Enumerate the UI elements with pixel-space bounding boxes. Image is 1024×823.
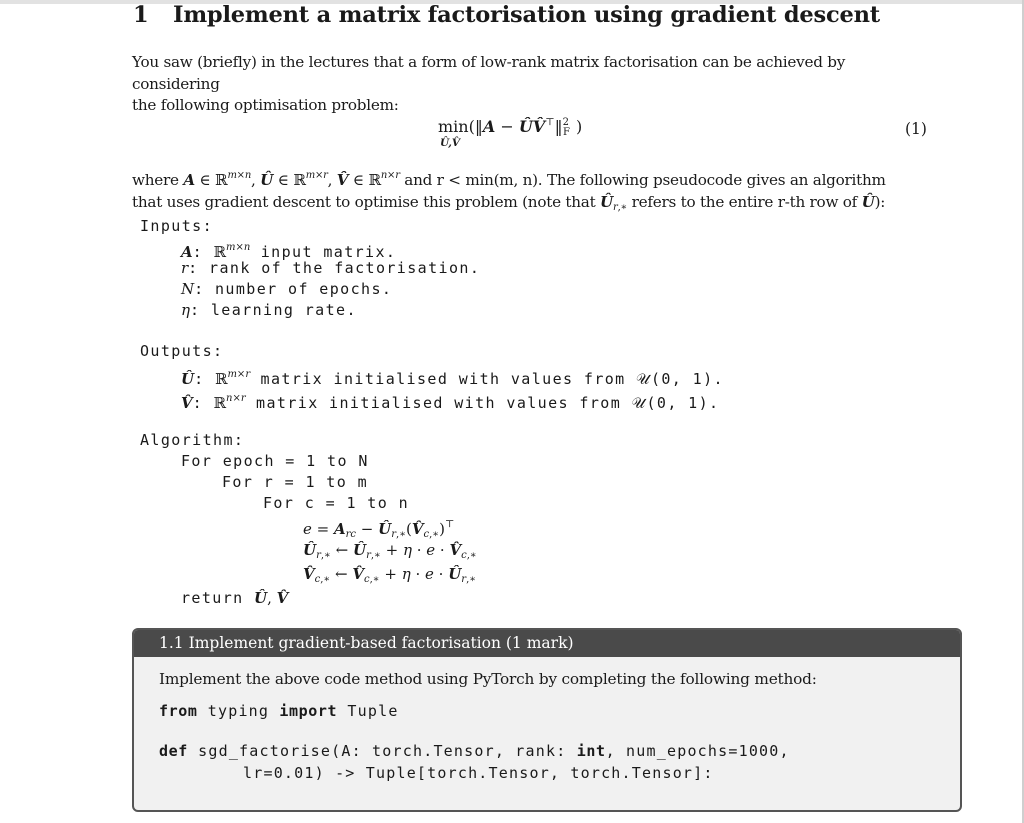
where-word: where (132, 171, 179, 189)
description-line-2a: that uses gradient descent to optimise this problem (note that (132, 192, 596, 211)
loop-row: For r = 1 to m (222, 473, 369, 491)
exercise-box (132, 628, 962, 812)
equation-1-subscript: Û,V̂ (440, 137, 460, 149)
exercise-header: 1.1 Implement gradient-based factorisation (1 mark) (134, 630, 960, 657)
output-V: V̂: ℝ$^{n\times r}$ matrix initialised with values from 𝒰(0, 1). (181, 393, 720, 412)
rank-condition-text: and r < min(m, n). The following pseudocode gives an algorithm (404, 171, 886, 189)
section-title (133, 2, 880, 28)
u-update-line: $Û_{r,∗}$ ← $Û_{r,∗} + \eta \cdot e$ · $V̂_{c,∗}$ (303, 541, 477, 561)
input-N: N: number of epochs. (181, 280, 393, 298)
description-paragraph (132, 165, 932, 218)
input-A: A: ℝ$^{m\times n}$ input matrix. (181, 242, 397, 261)
section-number: 1 (133, 2, 149, 28)
exercise-instructions: Implement the above code method using PyTorch by completing the following method: (159, 670, 817, 688)
description-line-1: where A ∈ ℝ$^{m\times n}$, Û ∈ ℝ$^{m\times r}$, V̂ ∈ ℝ$^{n\times r}$ and r < min(m, n). The following pseudocode gives an algorithm (132, 170, 886, 189)
equation-1: min(‖A − ÛV̂⊤‖$^2$F ) (438, 117, 583, 138)
algorithm-label: Algorithm: (140, 431, 245, 449)
description-line-2b: refers to the entire r-th row of (631, 192, 858, 211)
v-update-line: $V̂_{c,∗}$ ← $V̂_{c,∗} + \eta \cdot e$ · $Û_{r,∗}$ (303, 565, 477, 585)
description-line-2: that uses gradient descent to optimise this problem (note that $Û_{r,∗}$ refers to the entire r-th row of Û): (132, 192, 886, 213)
import-line: from typing import Tuple (159, 702, 399, 720)
intro-paragraph (132, 52, 932, 117)
error-update-line: $e = A_{rc}$ − $Û_{r,∗}(V̂_{c,∗})^⊤$ (303, 519, 455, 540)
inputs-label: Inputs: (140, 217, 214, 235)
def-line-1: def sgd_factorise(A: torch.Tensor, rank: int, num_epochs=1000, (159, 742, 790, 760)
section-title-text: Implement a matrix factorisation using gradient descent (173, 2, 880, 28)
output-U: Û: ℝ$^{m\times r}$ matrix initialised with values from 𝒰(0, 1). (181, 369, 724, 388)
outputs-label: Outputs: (140, 342, 224, 360)
loop-epoch: For epoch = 1 to N (181, 452, 369, 470)
return-line: return Û, V̂ (181, 589, 289, 607)
intro-line-2: the following optimisation problem: (132, 96, 399, 114)
input-eta: η: learning rate. (181, 301, 357, 319)
def-line-2: lr=0.01) -> Tuple[torch.Tensor, torch.Tensor]: (243, 764, 714, 782)
intro-line-1: You saw (briefly) in the lectures that a form of low-rank matrix factorisation can be achieved by considering (132, 53, 846, 93)
loop-col: For c = 1 to n (263, 494, 410, 512)
equation-number: (1) (905, 120, 927, 138)
input-r: r: rank of the factorisation. (181, 259, 481, 277)
